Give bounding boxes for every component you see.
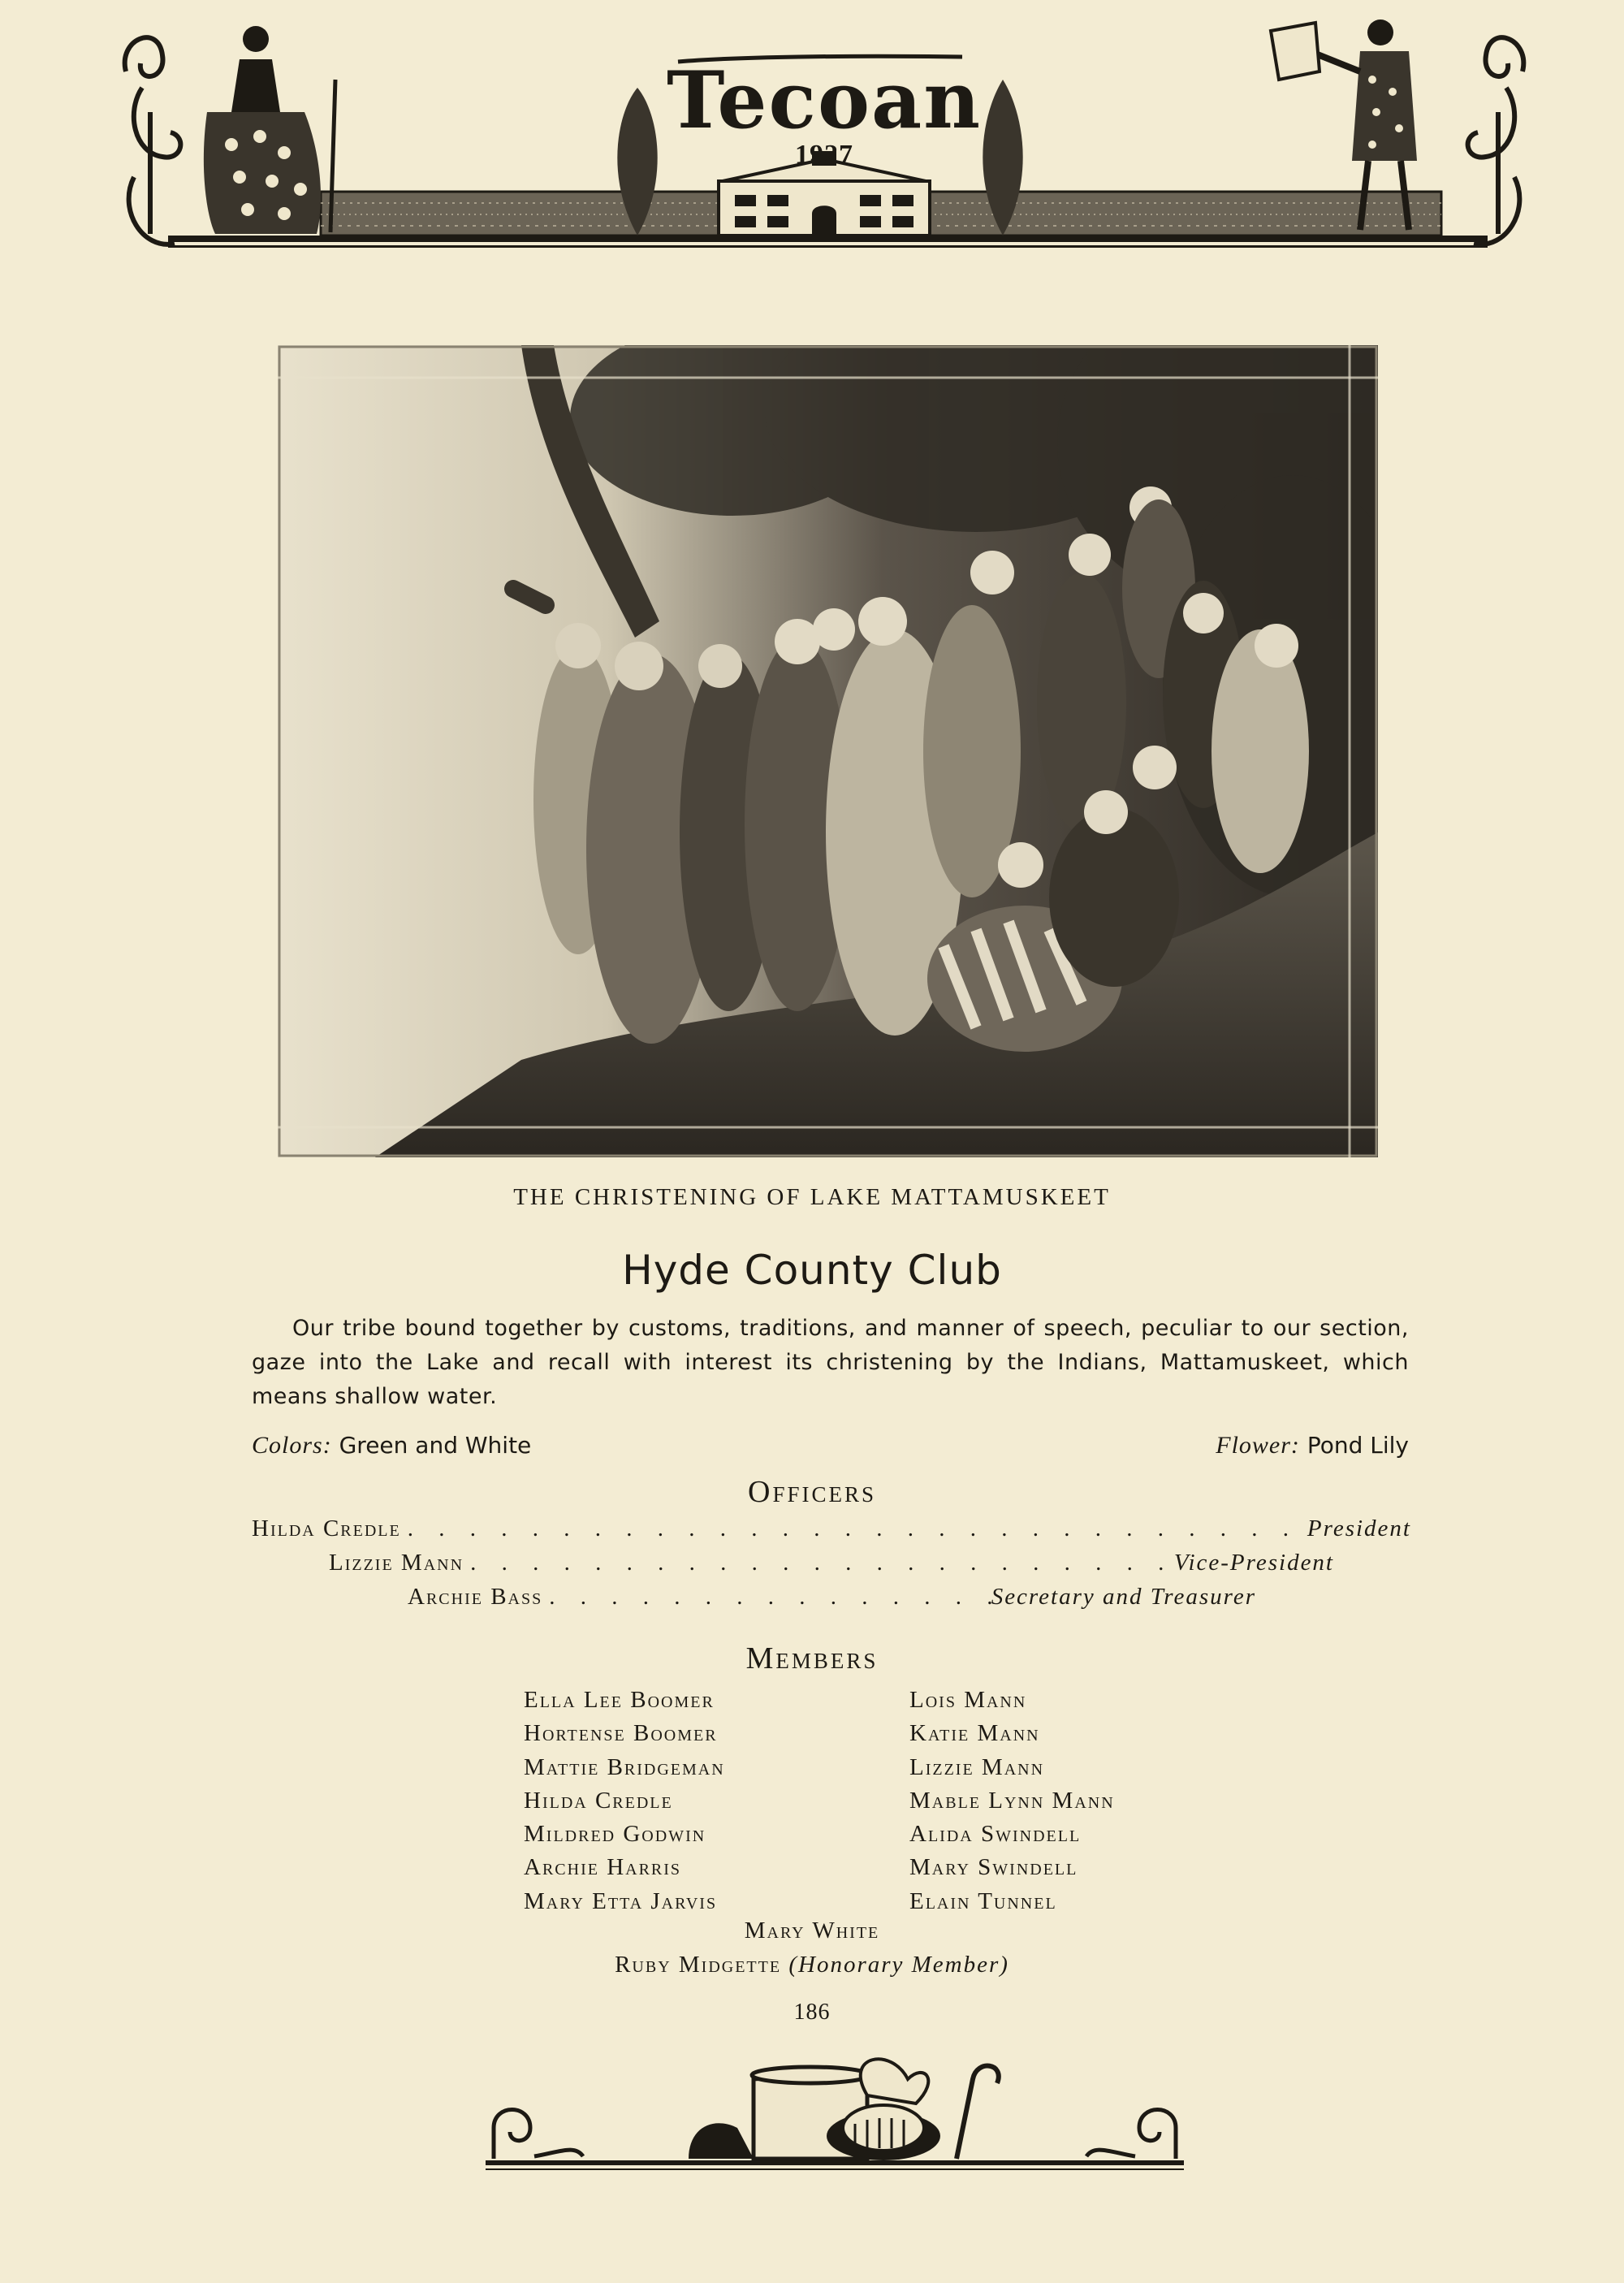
colors-label: Colors:: [252, 1432, 332, 1459]
honorary-member-line: [0, 1952, 1624, 1978]
scroll-icon: [494, 2110, 583, 2160]
member-name: Mary Etta Jarvis: [524, 1887, 718, 1914]
officer-title: Secretary and Treasurer: [991, 1584, 1256, 1610]
members-right-column: [909, 1684, 1115, 1918]
officer-title: President: [1307, 1516, 1411, 1541]
member-name: Lois Mann: [909, 1687, 1027, 1713]
member-name: Mable Lynn Mann: [909, 1787, 1115, 1814]
members-left-column: [524, 1684, 725, 1918]
flower-value: Pond Lily: [1307, 1432, 1409, 1459]
footer-ornament: [486, 2047, 1184, 2177]
officer-row: [408, 1584, 1256, 1616]
scroll-icon: [1086, 2110, 1176, 2160]
member-name: Hilda Credle: [524, 1787, 673, 1814]
header-banner: [118, 15, 1531, 258]
purse-icon: [689, 2123, 754, 2159]
member-name-center: Mary White: [744, 1918, 880, 1944]
officer-name: Hilda Credle: [252, 1516, 401, 1541]
honorary-member-name: Ruby Midgette: [615, 1952, 782, 1978]
leader-dots: [401, 1516, 1307, 1542]
umbrella-handle-icon: [957, 2066, 999, 2159]
member-name: Lizzie Mann: [909, 1753, 1045, 1780]
flower-label: Flower:: [1216, 1432, 1300, 1459]
colors-line: [252, 1432, 531, 1459]
page-number: 186: [793, 2000, 831, 2025]
leader-dots: [542, 1584, 991, 1611]
member-name: Elain Tunnel: [909, 1887, 1057, 1914]
member-name: Mattie Bridgeman: [524, 1753, 725, 1780]
honorary-member-note: (Honorary Member): [788, 1952, 1009, 1978]
yearbook-title: Tecoan: [667, 54, 982, 146]
officer-title: Vice-President: [1173, 1550, 1334, 1576]
member-name: Mildred Godwin: [524, 1821, 706, 1848]
photo-caption: THE CHRISTENING OF LAKE MATTAMUSKEET: [513, 1184, 1111, 1210]
member-name: Katie Mann: [909, 1720, 1040, 1747]
colors-value: Green and White: [339, 1432, 532, 1459]
member-name: Ella Lee Boomer: [524, 1687, 715, 1713]
members-heading: Members: [745, 1641, 879, 1675]
group-photograph: [278, 345, 1378, 1157]
member-name: Hortense Boomer: [524, 1720, 718, 1747]
leader-dots: [464, 1550, 1174, 1576]
officer-row: [329, 1550, 1334, 1582]
member-name: Alida Swindell: [909, 1821, 1082, 1848]
officer-name: Archie Bass: [408, 1584, 543, 1610]
flower-line: [1216, 1432, 1409, 1459]
officer-name: Lizzie Mann: [329, 1550, 464, 1576]
officer-row: [252, 1516, 1411, 1548]
officers-heading: Officers: [748, 1475, 876, 1509]
yearbook-year: 1927: [795, 140, 853, 170]
member-name: Mary Swindell: [909, 1854, 1078, 1881]
club-intro-paragraph: Our tribe bound together by customs, traditions, and manner of speech, peculiar to our section, gaze into the Lake and recall with interest its christening by the Indians, Mattamuskeet, which means shallow water.: [252, 1316, 1409, 1409]
club-title: Hyde County Club: [622, 1247, 1002, 1294]
member-name: Archie Harris: [524, 1854, 682, 1881]
